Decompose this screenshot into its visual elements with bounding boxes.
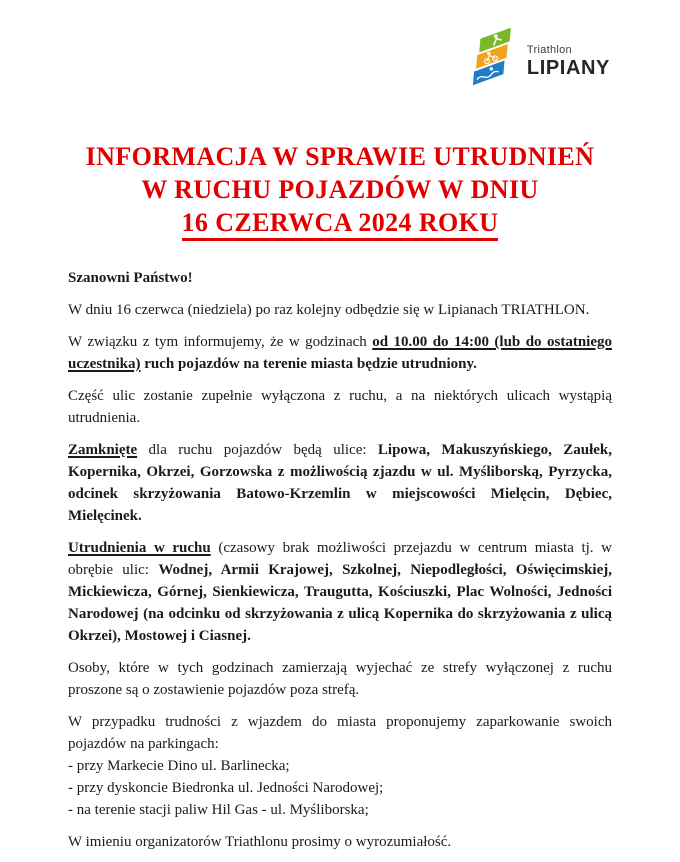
hours-prefix: W związku z tym informujemy, że w godzinach [68,334,373,350]
greeting: Szanowni Państwo! [68,270,193,286]
triathlon-logo-icon [466,26,522,89]
closing-line: W imieniu organizatorów Triathlonu prosimy o wyrozumiałość. [68,834,452,850]
list-item: - na terenie stacji paliw Hil Gas - ul. Myśliborska; [68,802,369,818]
logo-brand-small: Triathlon [526,44,572,56]
paragraph-intro: W dniu 16 czerwca (niedziela) po raz kolejny odbędzie się w Lipianach TRIATHLON. [68,302,590,318]
hours-bold: ruch pojazdów na terenie miasta będzie utrudniony. [140,356,477,372]
title-line-3: 16 CZERWCA 2024 ROKU [182,208,499,241]
paragraph-closed-streets [68,439,612,527]
title-line-2: W RUCHU POJAZDÓW W DNIU [141,175,539,204]
list-item: - przy Markecie Dino ul. Barlinecka; [68,758,290,774]
restricted-street-list: Wodnej, Armii Krajowej, Szkolnej, Niepodległości, Oświęcimskiej, Mickiewicza, Górnej, Sienkiewicza, Traugutta, Kościuszki, Plac Wolności, Jedności Narodowej (na odcinku od skrzyżowania z ulicą Kopernika do skrzyżowania z ulicą Okrzei), Mostowej i Ciasnej. [68,562,613,644]
closed-street-list: Lipowa, Makuszyńskiego, Zaułek, Kopernika, Okrzei, Gorzowska z możliwością zjazdu w ul. Myśliborską, Pyrzycka, odcinek skrzyżowania Batowo-Krzemlin w miejscowości Mielęcin, Dębiec, Mielęcinek. [68,442,612,524]
hours-underlined: od 10.00 do 14:00 (lub do ostatniego uczestnika) [68,334,612,372]
logo-wordmark [527,26,610,79]
list-item: - przy dyskoncie Biedronka ul. Jedności Narodowej; [68,780,384,796]
paragraph-hours [68,331,612,375]
title-line-1: INFORMACJA W SPRAWIE UTRUDNIEŃ [85,142,595,171]
paragraph-partial-closure: Część ulic zostanie zupełnie wyłączona z ruchu, a na niektórych ulicach wystąpią utrudnienia. [68,388,612,426]
paragraph-parking [68,711,612,821]
restricted-label: Utrudnienia w ruchu [68,540,211,556]
triathlon-lipiany-logo [466,26,610,89]
closed-label: Zamknięte [68,442,138,458]
paragraph-restricted-streets [68,537,612,647]
document-body [68,267,612,862]
logo-brand-large: LIPIANY [526,57,610,79]
restricted-mid: (czasowy brak możliwości przejazdu w centrum miasta tj. w obrębie ulic: [68,540,612,578]
document-title [0,140,680,241]
parking-intro: W przypadku trudności z wjazdem do miasta proponujemy zaparkowanie swoich pojazdów na parkingach: [68,714,612,752]
paragraph-leave-zone: Osoby, które w tych godzinach zamierzają wyjechać ze strefy wyłączonej z ruchu proszone są o zostawienie pojazdów poza strefą. [68,660,612,698]
closed-mid: dla ruchu pojazdów będą ulice: [137,442,378,458]
